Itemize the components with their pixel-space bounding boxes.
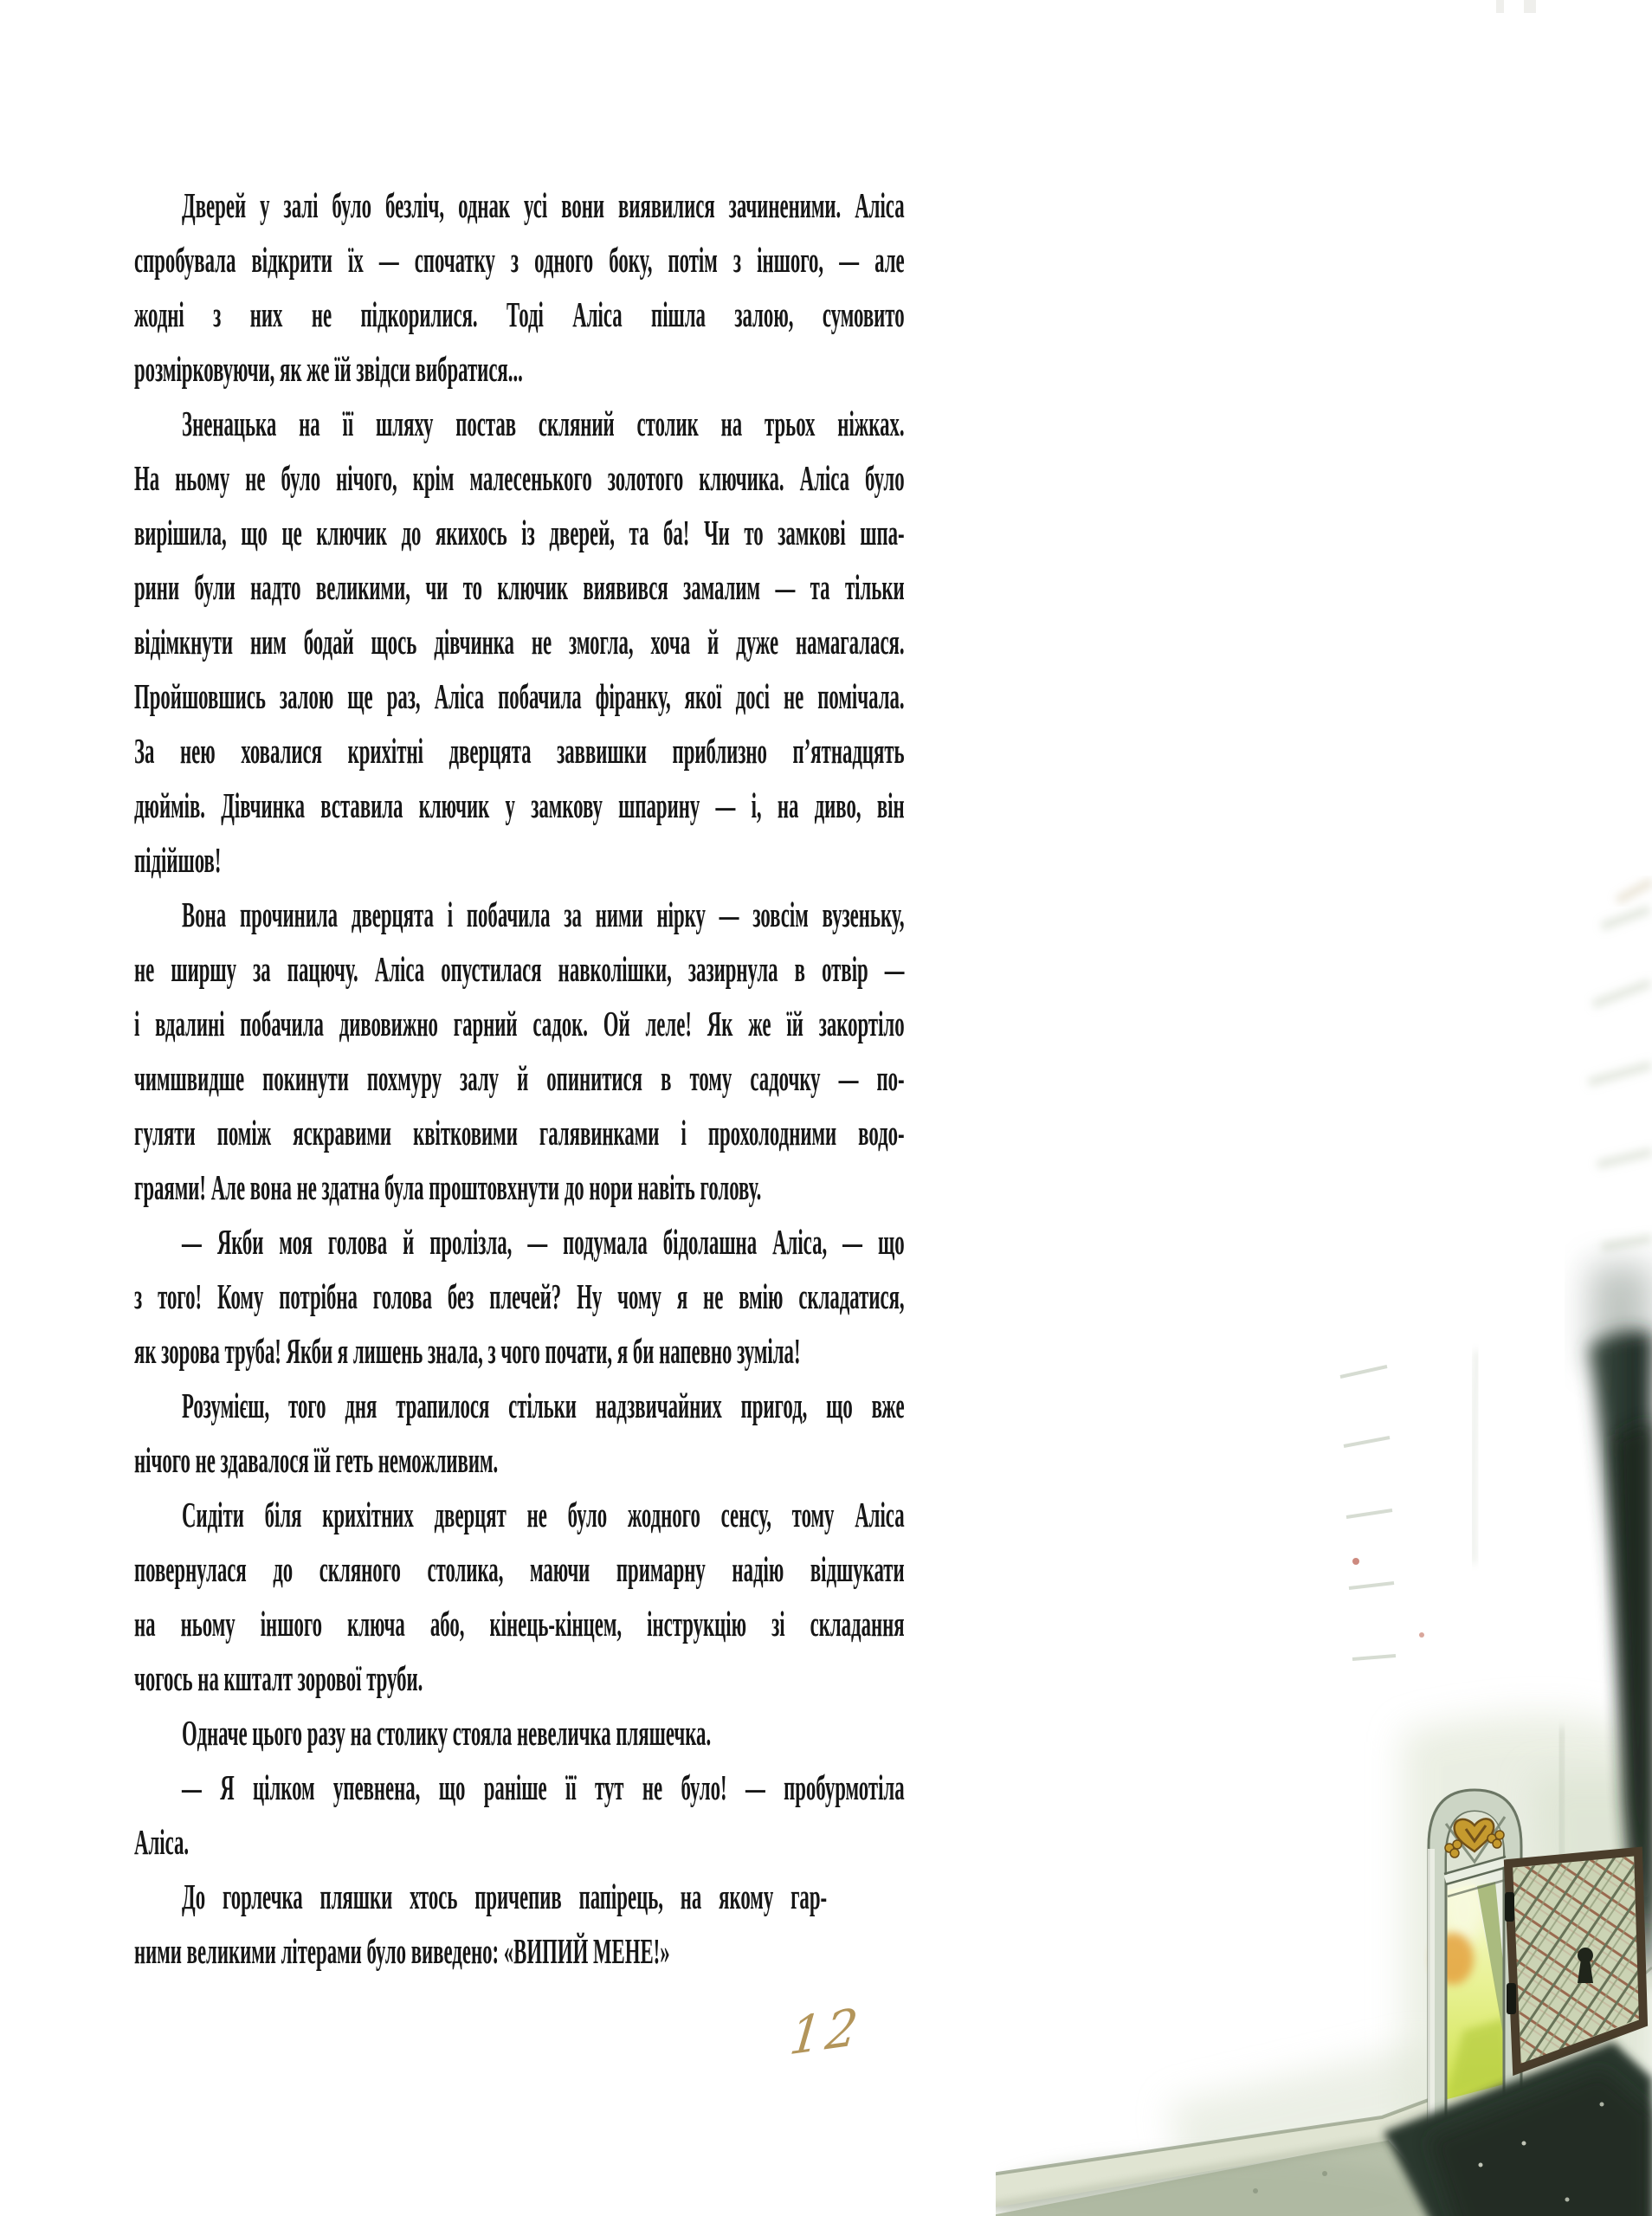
paragraph xyxy=(134,1706,905,1761)
paragraph xyxy=(134,1379,905,1488)
body-text xyxy=(134,178,905,1979)
text-line: Розумієш, того дня трапилося стільки надзвичайних пригод, що вже xyxy=(182,1386,905,1425)
text-line: Пройшовшись залою ще раз, Аліса побачила фіранку, якої досі не помічала. xyxy=(134,676,905,716)
scan-artifact xyxy=(1524,0,1536,13)
text-line: ними великими літерами було виведено: «ВИПИЙ МЕНЕ!» xyxy=(134,1931,670,1971)
paragraph xyxy=(134,1215,905,1379)
text-line: За нею ховалися крихітні дверцята заввишки приблизно п’ятнадцять xyxy=(134,731,905,771)
text-line: гуляти поміж яскравими квітковими галявинками і прохолодними водо- xyxy=(134,1113,905,1153)
text-line: не ширшу за пацючу. Аліса опустилася навколішки, зазирнула в отвір — xyxy=(134,949,905,989)
text-line: чимшвидше покинути похмуру залу й опинитися в тому садочку — по- xyxy=(134,1058,905,1098)
text-line: дюймів. Дівчинка вставила ключик у замкову шпарину — і, на диво, він xyxy=(134,785,905,825)
paragraph xyxy=(134,1488,905,1706)
text-line: рини були надто великими, чи то ключик виявився замалим — та тільки xyxy=(134,567,905,607)
paragraph xyxy=(134,178,905,397)
paint-speckle xyxy=(1419,1632,1424,1638)
text-line: на ньому іншого ключа або, кінець-кінцем, інструкцію зі складання xyxy=(134,1604,905,1644)
text-line: На ньому не було нічого, крім малесенького золотого ключика. Аліса було xyxy=(134,458,905,498)
text-line: — Я цілком упевнена, що раніше її тут не було! — пробурмотіла xyxy=(182,1767,905,1807)
hinge-icon xyxy=(1507,1983,1516,2014)
text-line: підійшов! xyxy=(134,840,222,880)
tan-stroke xyxy=(1617,882,1652,901)
text-line: Дверей у залі було безліч, однак усі вони виявилися зачиненими. Аліса xyxy=(182,185,905,225)
door-illustration xyxy=(996,779,1652,2216)
text-line: Одначе цього разу на столику стояла невеличка пляшечка. xyxy=(182,1713,712,1753)
text-line: і вдалині побачила дивовижно гарний садок. Ой леле! Як же їй закортіло xyxy=(134,1004,905,1043)
text-line: як зорова труба! Якби я лишень знала, з чого почати, я би напевно зуміла! xyxy=(134,1331,801,1371)
text-line: До горлечка пляшки хтось причепив папірець, на якому гар- xyxy=(182,1877,828,1916)
text-line: граями! Але вона не здатна була проштовхнути до нори навіть голову. xyxy=(134,1167,762,1207)
paragraph xyxy=(134,397,905,888)
text-line: Зненацька на її шляху постав скляний столик на трьох ніжках. xyxy=(182,404,905,443)
text-line: розмірковуючи, як же їй звідси вибратися... xyxy=(134,349,523,389)
text-line: спробувала відкрити їх — спочатку з одного боку, потім з іншого, — але xyxy=(134,240,905,280)
text-line: з того! Кому потрібна голова без плечей? Ну чому я не вмію складатися, xyxy=(134,1276,905,1316)
text-line: Аліса. xyxy=(134,1822,190,1862)
brush-strokes xyxy=(1589,909,1652,1247)
paint-speckle xyxy=(1352,1558,1359,1565)
text-line: Сидіти біля крихітних дверцят не було жодного сенсу, тому Аліса xyxy=(182,1495,905,1534)
text-line: повернулася до скляного столика, маючи примарну надію відшукати xyxy=(134,1549,905,1589)
scan-artifact xyxy=(1496,0,1504,13)
text-line: чогось на кшталт зорової труби. xyxy=(134,1658,423,1698)
text-line: жодні з них не підкорилися. Тоді Аліса пішла залою, сумовито xyxy=(134,294,905,334)
wall-trim-upper xyxy=(1474,1351,1478,1563)
text-line: Вона прочинила дверцята і побачила за ними нірку — зовсім вузеньку, xyxy=(182,895,905,934)
page-number: 12 xyxy=(786,1996,866,2067)
text-line: відімкнути ним бодай щось дівчинка не змогла, хоча й дуже намагалася. xyxy=(134,622,905,662)
text-line: нічого не здавалося їй геть неможливим. xyxy=(134,1440,499,1480)
paragraph xyxy=(134,1870,905,1979)
paragraph xyxy=(134,888,905,1215)
paragraph xyxy=(134,1761,905,1870)
wall-ticks xyxy=(1340,1366,1396,1659)
text-line: вирішила, що це ключик до якихось із дверей, та ба! Чи то замкові шпа- xyxy=(134,513,905,552)
hinge-icon xyxy=(1505,1892,1514,1922)
text-line: — Якби моя голова й пролізла, — подумала бідолашна Аліса, — що xyxy=(182,1222,905,1262)
